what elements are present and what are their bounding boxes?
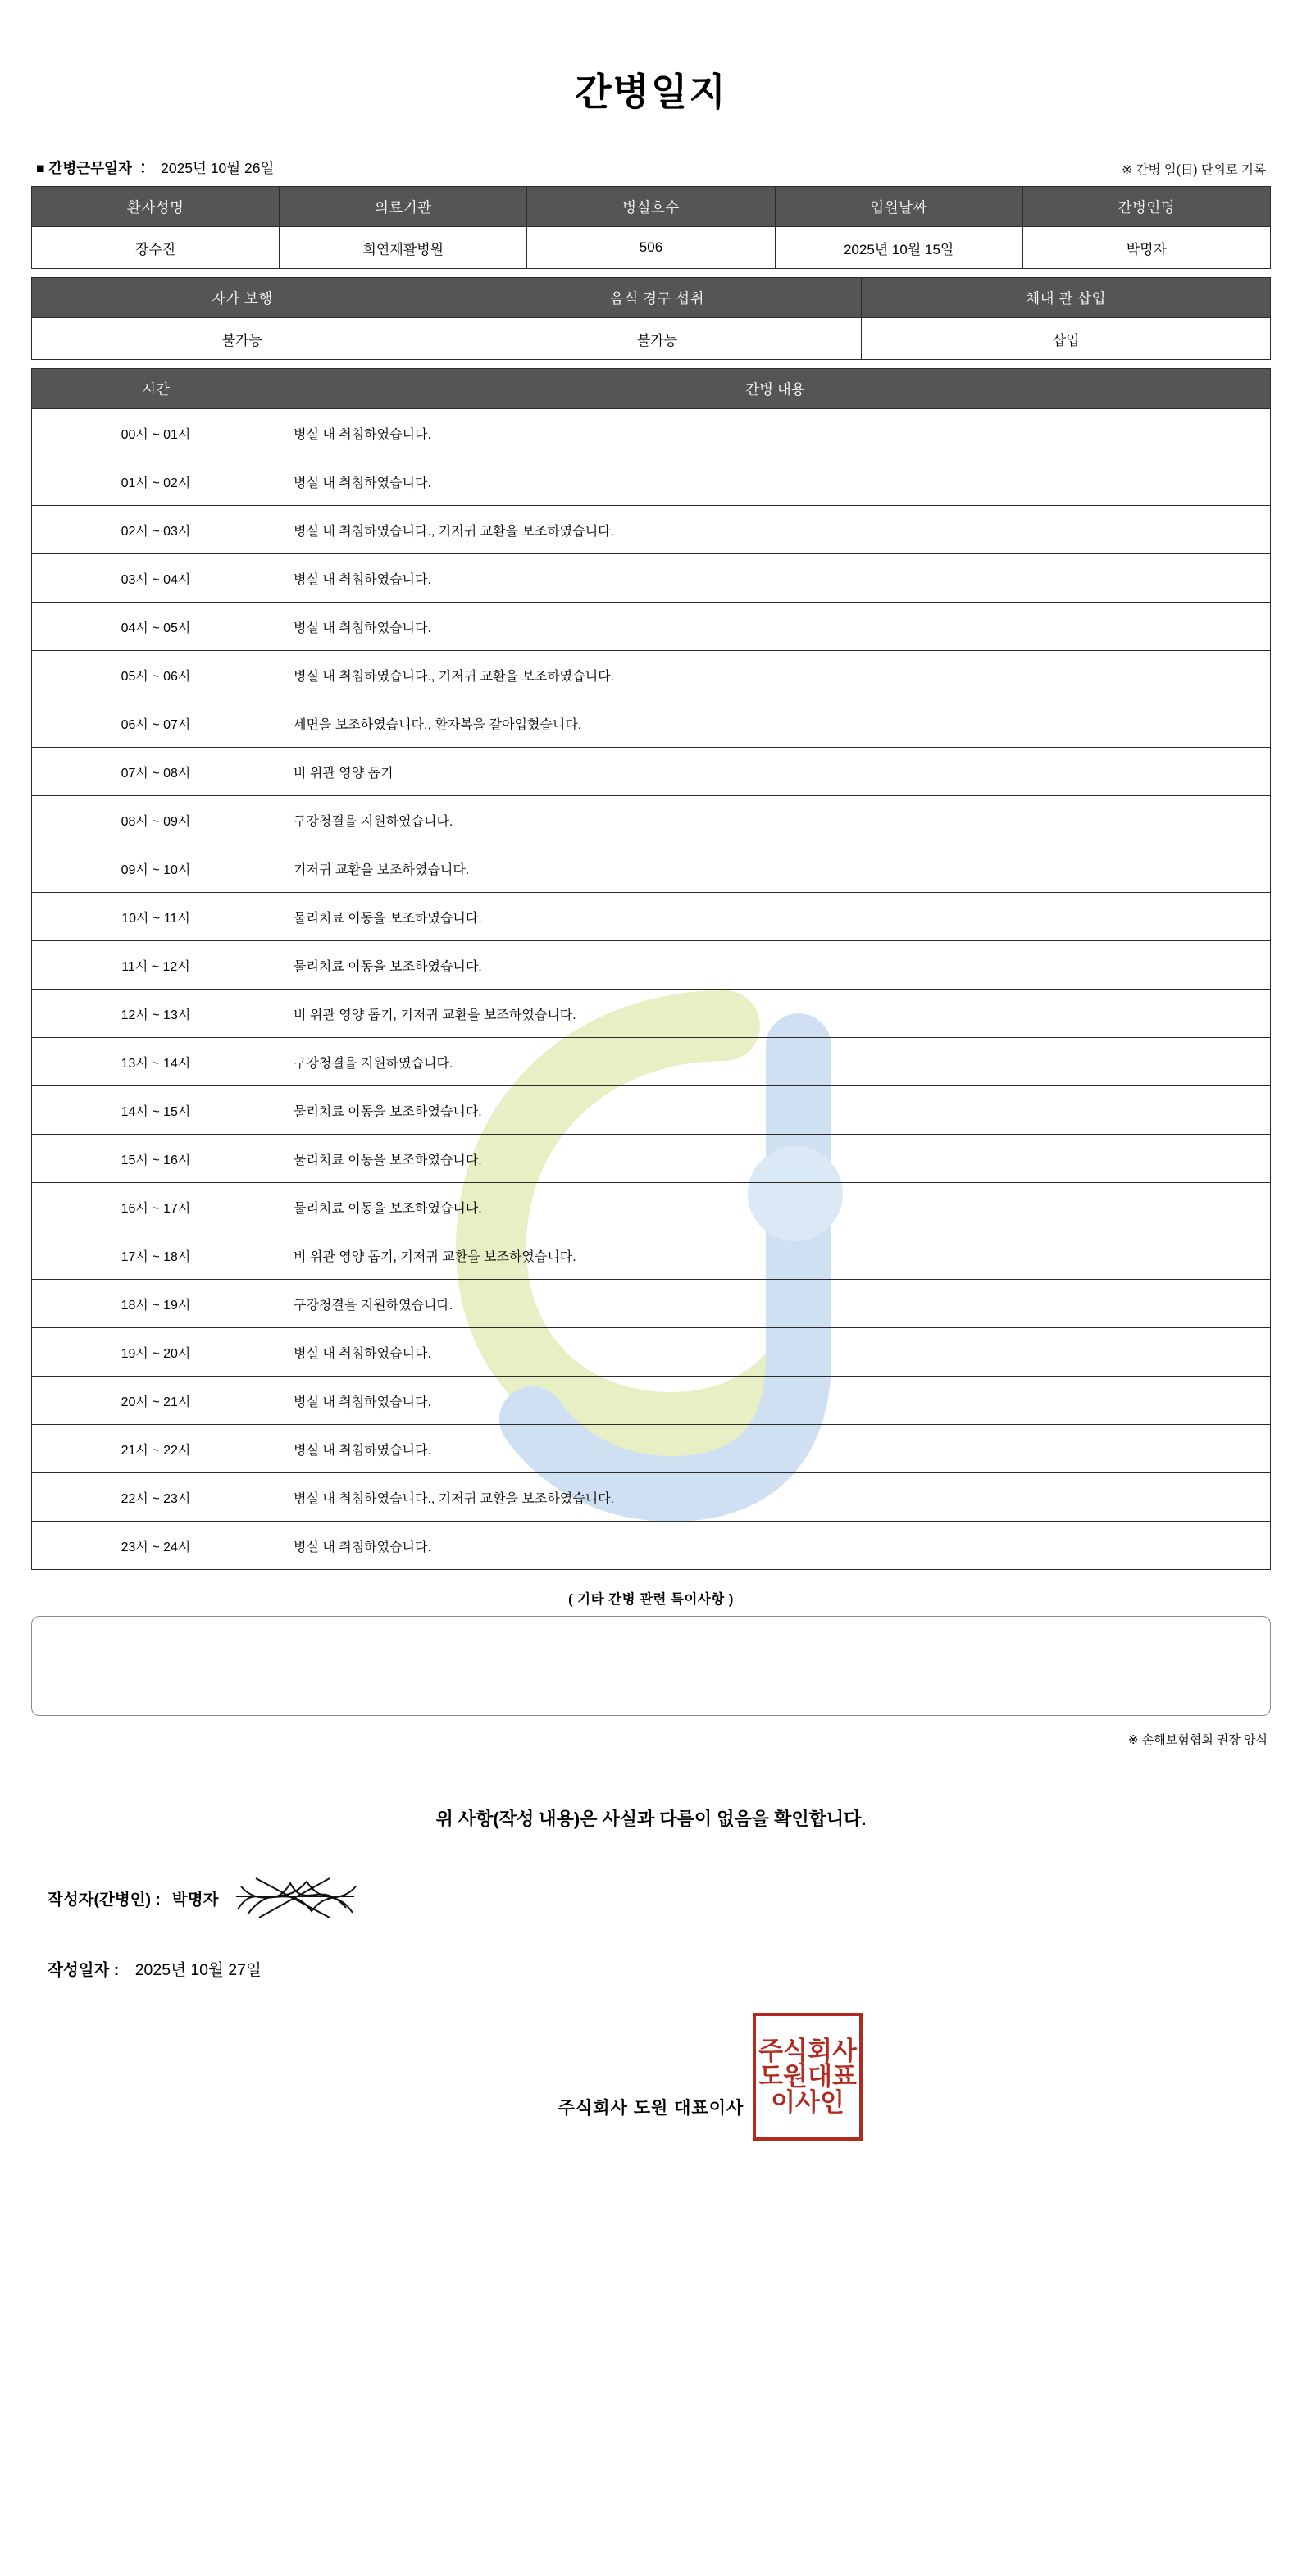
table-row <box>32 1425 1271 1473</box>
table-row <box>32 506 1271 554</box>
company-seal <box>753 2013 863 2141</box>
table-row <box>32 844 1271 893</box>
condition-table <box>31 277 1271 360</box>
col-header-room: 병실호수 <box>527 187 775 227</box>
cell-care-content: 병실 내 취침하였습니다. <box>280 603 1271 651</box>
cell-care-content: 세면을 보조하였습니다., 환자복을 갈아입혔습니다. <box>280 699 1271 748</box>
cell-time: 22시 ~ 23시 <box>32 1473 280 1522</box>
cell-time: 02시 ~ 03시 <box>32 506 280 554</box>
col-header-caregiver: 간병인명 <box>1022 187 1270 227</box>
cell-care-content: 물리치료 이동을 보조하였습니다. <box>280 1086 1271 1135</box>
table-row <box>32 748 1271 796</box>
table-row <box>32 990 1271 1038</box>
cell-time: 08시 ~ 09시 <box>32 796 280 844</box>
unit-note: ※ 간병 일(日) 단위로 기록 <box>1122 163 1266 177</box>
cell-room: 506 <box>527 227 775 269</box>
meta-row <box>31 157 1271 178</box>
cell-care-content: 병실 내 취침하였습니다. <box>280 1425 1271 1473</box>
table-row <box>32 651 1271 699</box>
table-row <box>32 699 1271 748</box>
write-date-value: 2025년 10월 27일 <box>134 1961 262 1979</box>
cell-time: 21시 ~ 22시 <box>32 1425 280 1473</box>
work-date <box>36 157 274 178</box>
table-row <box>32 1328 1271 1377</box>
cell-time: 03시 ~ 04시 <box>32 554 280 603</box>
table-row-header <box>32 278 1271 318</box>
cell-time: 07시 ~ 08시 <box>32 748 280 796</box>
cell-care-content: 구강청결을 지원하였습니다. <box>280 1280 1271 1328</box>
cell-walking: 불가능 <box>32 318 453 360</box>
page-title: 간병일지 <box>575 71 727 113</box>
table-row-header <box>32 187 1271 227</box>
cell-time: 23시 ~ 24시 <box>32 1522 280 1570</box>
cell-time: 01시 ~ 02시 <box>32 457 280 506</box>
cell-care-content: 병실 내 취침하였습니다. <box>280 457 1271 506</box>
confirmation-statement: 위 사항(작성 내용)은 사실과 다름이 없음을 확인합니다. <box>435 1809 867 1829</box>
cell-care-content: 물리치료 이동을 보조하였습니다. <box>280 1183 1271 1231</box>
col-header-time: 시간 <box>32 369 280 409</box>
writer-name: 박명자 <box>171 1891 219 1909</box>
write-date-label: 작성일자 : <box>48 1961 120 1979</box>
table-row <box>32 227 1271 269</box>
cell-care-content: 병실 내 취침하였습니다., 기저귀 교환을 보조하였습니다. <box>280 506 1271 554</box>
table-row <box>32 1135 1271 1183</box>
table-row <box>32 1231 1271 1280</box>
signature-mark <box>231 1872 362 1924</box>
cell-time: 19시 ~ 20시 <box>32 1328 280 1377</box>
cell-time: 18시 ~ 19시 <box>32 1280 280 1328</box>
cell-care-content: 비 위관 영양 돕기, 기저귀 교환을 보조하였습니다. <box>280 990 1271 1038</box>
cell-hospital: 희연재활병원 <box>280 227 527 269</box>
writer-label: 작성자(간병인) : <box>48 1891 161 1909</box>
cell-time: 16시 ~ 17시 <box>32 1183 280 1231</box>
cell-care-content: 구강청결을 지원하였습니다. <box>280 796 1271 844</box>
cell-care-content: 병실 내 취침하였습니다. <box>280 1522 1271 1570</box>
table-row <box>32 796 1271 844</box>
cell-time: 06시 ~ 07시 <box>32 699 280 748</box>
table-row <box>32 318 1271 360</box>
cell-caregiver: 박명자 <box>1022 227 1270 269</box>
table-row <box>32 1377 1271 1425</box>
company-name: 주식회사 도원 대표이사 <box>558 2099 744 2118</box>
cell-time: 00시 ~ 01시 <box>32 409 280 457</box>
table-row <box>32 554 1271 603</box>
cell-care-content: 물리치료 이동을 보조하였습니다. <box>280 893 1271 941</box>
hourly-log-body <box>32 409 1271 1570</box>
cell-admission-date: 2025년 10월 15일 <box>775 227 1022 269</box>
table-row <box>32 893 1271 941</box>
form-source-note: ※ 손해보험협회 권장 양식 <box>1128 1733 1268 1747</box>
cell-time: 15시 ~ 16시 <box>32 1135 280 1183</box>
cell-time: 13시 ~ 14시 <box>32 1038 280 1086</box>
cell-care-content: 비 위관 영양 돕기, 기저귀 교환을 보조하였습니다. <box>280 1231 1271 1280</box>
cell-care-content: 병실 내 취침하였습니다., 기저귀 교환을 보조하였습니다. <box>280 1473 1271 1522</box>
cell-care-content: 병실 내 취침하였습니다. <box>280 554 1271 603</box>
col-header-patient-name: 환자성명 <box>32 187 280 227</box>
cell-care-content: 병실 내 취침하였습니다. <box>280 1377 1271 1425</box>
cell-care-content: 병실 내 취침하였습니다. <box>280 409 1271 457</box>
cell-time: 10시 ~ 11시 <box>32 893 280 941</box>
cell-time: 09시 ~ 10시 <box>32 844 280 893</box>
col-header-oral-intake: 음식 경구 섭취 <box>453 278 862 318</box>
col-header-tube-insertion: 체내 관 삽입 <box>862 278 1271 318</box>
work-date-value: 2025년 10월 26일 <box>161 160 275 176</box>
table-row <box>32 1038 1271 1086</box>
document-page <box>0 62 1302 2576</box>
table-row <box>32 1183 1271 1231</box>
cell-time: 05시 ~ 06시 <box>32 651 280 699</box>
table-row <box>32 457 1271 506</box>
work-date-label: ■ 간병근무일자 ： <box>36 160 151 176</box>
cell-care-content: 구강청결을 지원하였습니다. <box>280 1038 1271 1086</box>
writer-row <box>31 1872 1271 1924</box>
table-row <box>32 941 1271 990</box>
hourly-log-table <box>31 368 1271 1570</box>
cell-oral-intake: 불가능 <box>453 318 862 360</box>
col-header-content: 간병 내용 <box>280 369 1271 409</box>
table-row-header <box>32 369 1271 409</box>
notes-box[interactable] <box>31 1616 1271 1716</box>
cell-care-content: 병실 내 취침하였습니다. <box>280 1328 1271 1377</box>
table-row <box>32 1473 1271 1522</box>
table-row <box>32 1086 1271 1135</box>
col-header-walking: 자가 보행 <box>32 278 453 318</box>
cell-care-content: 비 위관 영양 돕기 <box>280 748 1271 796</box>
cell-time: 14시 ~ 15시 <box>32 1086 280 1135</box>
cell-time: 04시 ~ 05시 <box>32 603 280 651</box>
cell-care-content: 물리치료 이동을 보조하였습니다. <box>280 941 1271 990</box>
table-row <box>32 603 1271 651</box>
col-header-admission-date: 입원날짜 <box>775 187 1022 227</box>
notes-title: ( 기타 간병 관련 특이사항 ) <box>568 1592 734 1607</box>
cell-time: 17시 ~ 18시 <box>32 1231 280 1280</box>
write-date-row <box>31 1957 1271 1980</box>
cell-care-content: 병실 내 취침하였습니다., 기저귀 교환을 보조하였습니다. <box>280 651 1271 699</box>
cell-care-content: 물리치료 이동을 보조하였습니다. <box>280 1135 1271 1183</box>
cell-time: 20시 ~ 21시 <box>32 1377 280 1425</box>
cell-care-content: 기저귀 교환을 보조하였습니다. <box>280 844 1271 893</box>
company-row <box>31 2036 1271 2169</box>
table-row <box>32 409 1271 457</box>
seal-line-1: 주식회사 <box>758 2036 857 2065</box>
table-row <box>32 1522 1271 1570</box>
seal-line-3: 이사인 <box>771 2087 844 2117</box>
table-row <box>32 1280 1271 1328</box>
col-header-hospital: 의료기관 <box>280 187 527 227</box>
cell-patient-name: 장수진 <box>32 227 280 269</box>
patient-info-table <box>31 186 1271 269</box>
cell-time: 12시 ~ 13시 <box>32 990 280 1038</box>
cell-tube-insertion: 삽입 <box>862 318 1271 360</box>
cell-time: 11시 ~ 12시 <box>32 941 280 990</box>
seal-line-2: 도원대표 <box>758 2062 857 2091</box>
